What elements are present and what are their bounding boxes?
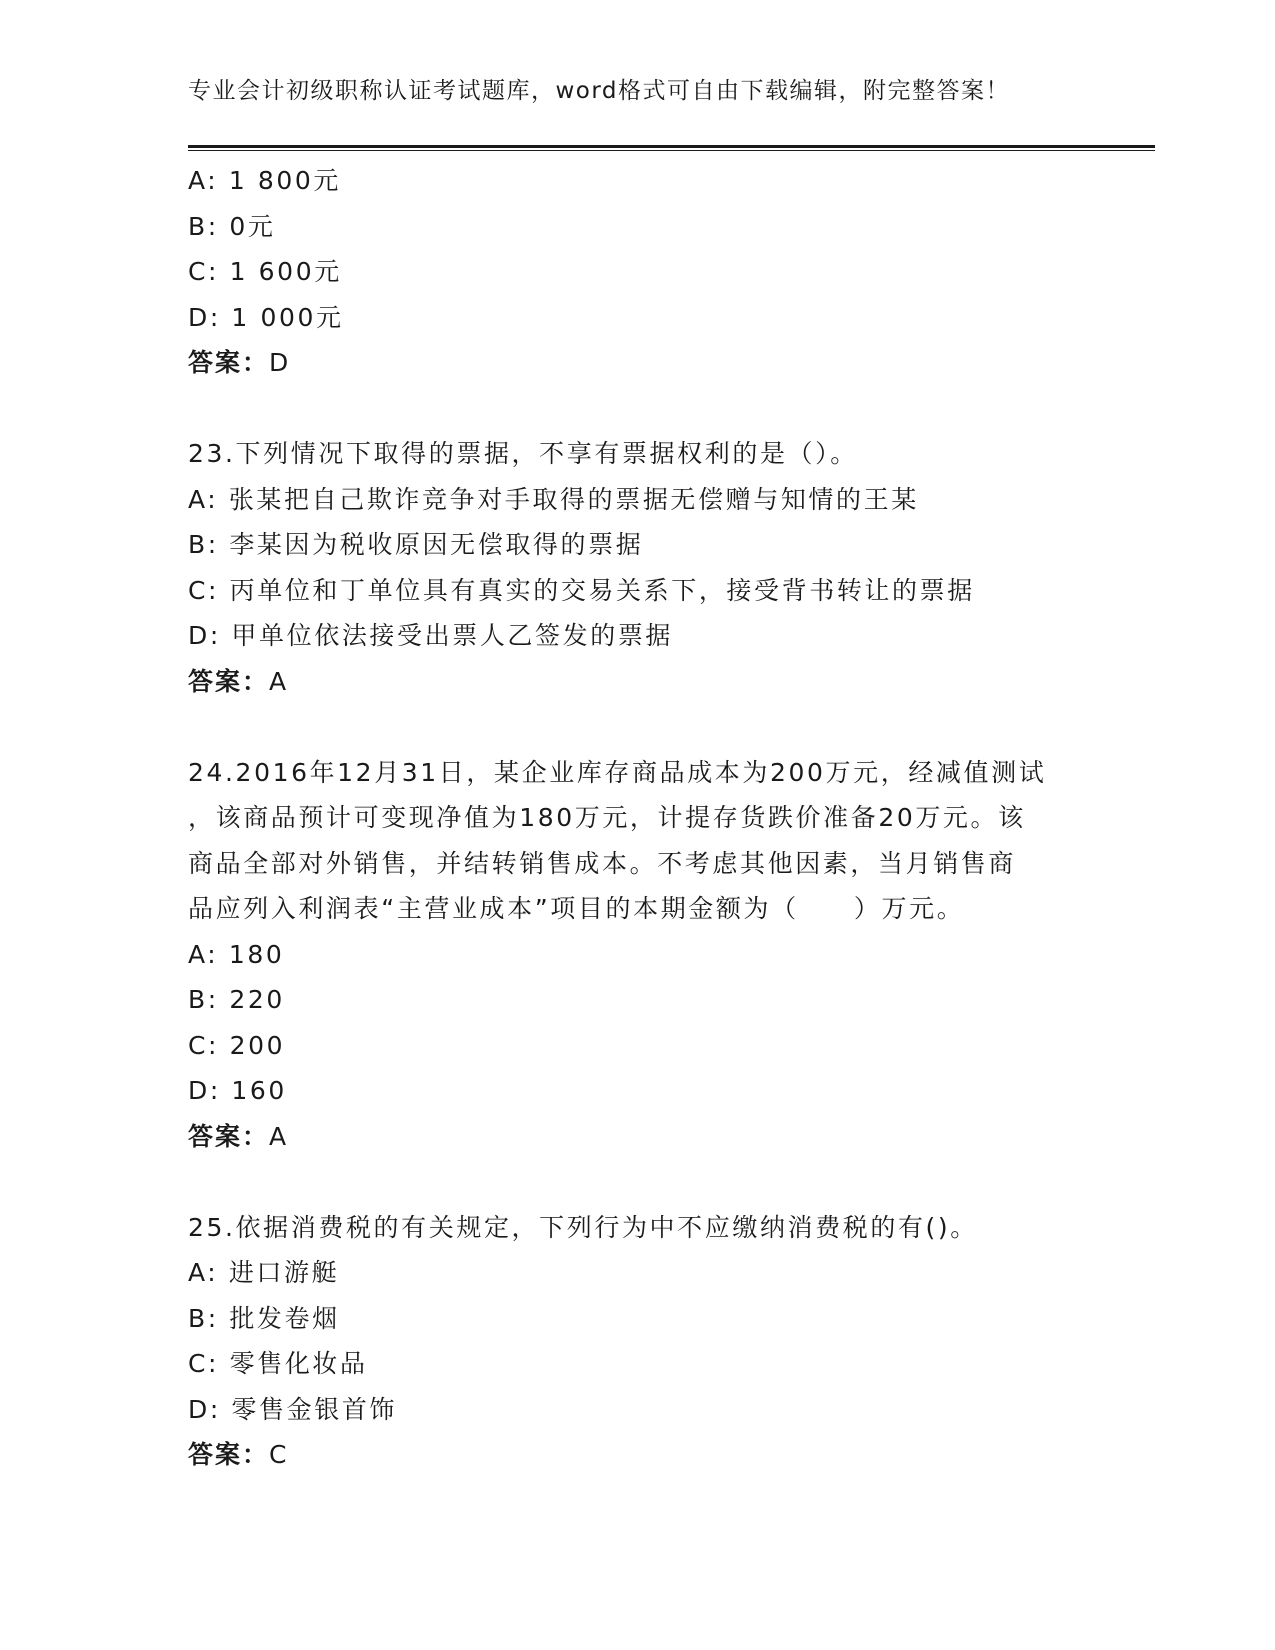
question-stem: 23.下列情况下取得的票据，不享有票据权利的是（）。 — [188, 439, 858, 468]
answer-value: C — [269, 1440, 289, 1469]
header-rule-thin — [188, 150, 1155, 151]
answer-line — [188, 1114, 1088, 1160]
option-c: C: 200 — [188, 1030, 286, 1060]
answer-value: D — [269, 348, 291, 377]
header-rule-thick — [188, 145, 1155, 148]
answer-label: 答案： — [188, 348, 270, 377]
answer-line — [188, 1432, 1088, 1478]
option-d: D: 160 — [188, 1076, 287, 1105]
answer-label: 答案： — [188, 1121, 270, 1151]
answer-label: 答案： — [188, 1440, 270, 1469]
answer-line — [188, 659, 1088, 705]
spacer — [188, 1159, 1088, 1205]
option-c: C: 零售化妆品 — [188, 1349, 368, 1378]
option-a: A: 180 — [188, 939, 285, 969]
option-b: B: 220 — [188, 985, 285, 1014]
question-stem: 25.依据消费税的有关规定，下列行为中不应缴纳消费税的有()。 — [188, 1212, 978, 1242]
answer-line — [188, 340, 1088, 386]
option-d: D: 1 000元 — [188, 302, 344, 332]
answer-label: 答案： — [188, 666, 270, 696]
question-stem-line-2: ，该商品预计可变现净值为180万元，计提存货跌价准备20万元。该 — [188, 803, 1026, 832]
option-b: B: 批发卷烟 — [188, 1303, 340, 1333]
question-23 — [188, 431, 1088, 704]
option-d: D: 甲单位依法接受出票人乙签发的票据 — [188, 621, 674, 650]
question-25 — [188, 1205, 1088, 1478]
option-c: C: 1 600元 — [188, 257, 342, 286]
option-a: A: 1 800元 — [188, 166, 342, 195]
question-22 — [188, 158, 1088, 386]
page-header: 专业会计初级职称认证考试题库，word格式可自由下载编辑，附完整答案！ — [188, 78, 1011, 104]
option-b: B: 0元 — [188, 211, 276, 241]
question-stem-line-4: 品应列入利润表“主营业成本”项目的本期金额为（ ）万元。 — [188, 894, 965, 923]
question-stem-line-1: 24.2016年12月31日，某企业库存商品成本为200万元，经减值测试 — [188, 757, 1047, 787]
spacer — [188, 386, 1088, 432]
option-b: B: 李某因为税收原因无偿取得的票据 — [188, 530, 644, 559]
option-a: A: 进口游艇 — [188, 1258, 340, 1287]
spacer — [188, 704, 1088, 750]
option-c: C: 丙单位和丁单位具有真实的交易关系下，接受背书转让的票据 — [188, 575, 975, 605]
question-list — [188, 158, 1088, 1478]
answer-value: A — [269, 666, 289, 696]
question-24 — [188, 750, 1088, 1160]
option-a: A: 张某把自己欺诈竞争对手取得的票据无偿赠与知情的王某 — [188, 484, 919, 514]
option-d: D: 零售金银首饰 — [188, 1394, 398, 1424]
question-stem-line-3: 商品全部对外销售，并结转销售成本。不考虑其他因素，当月销售商 — [188, 848, 1017, 878]
answer-value: A — [269, 1121, 289, 1151]
